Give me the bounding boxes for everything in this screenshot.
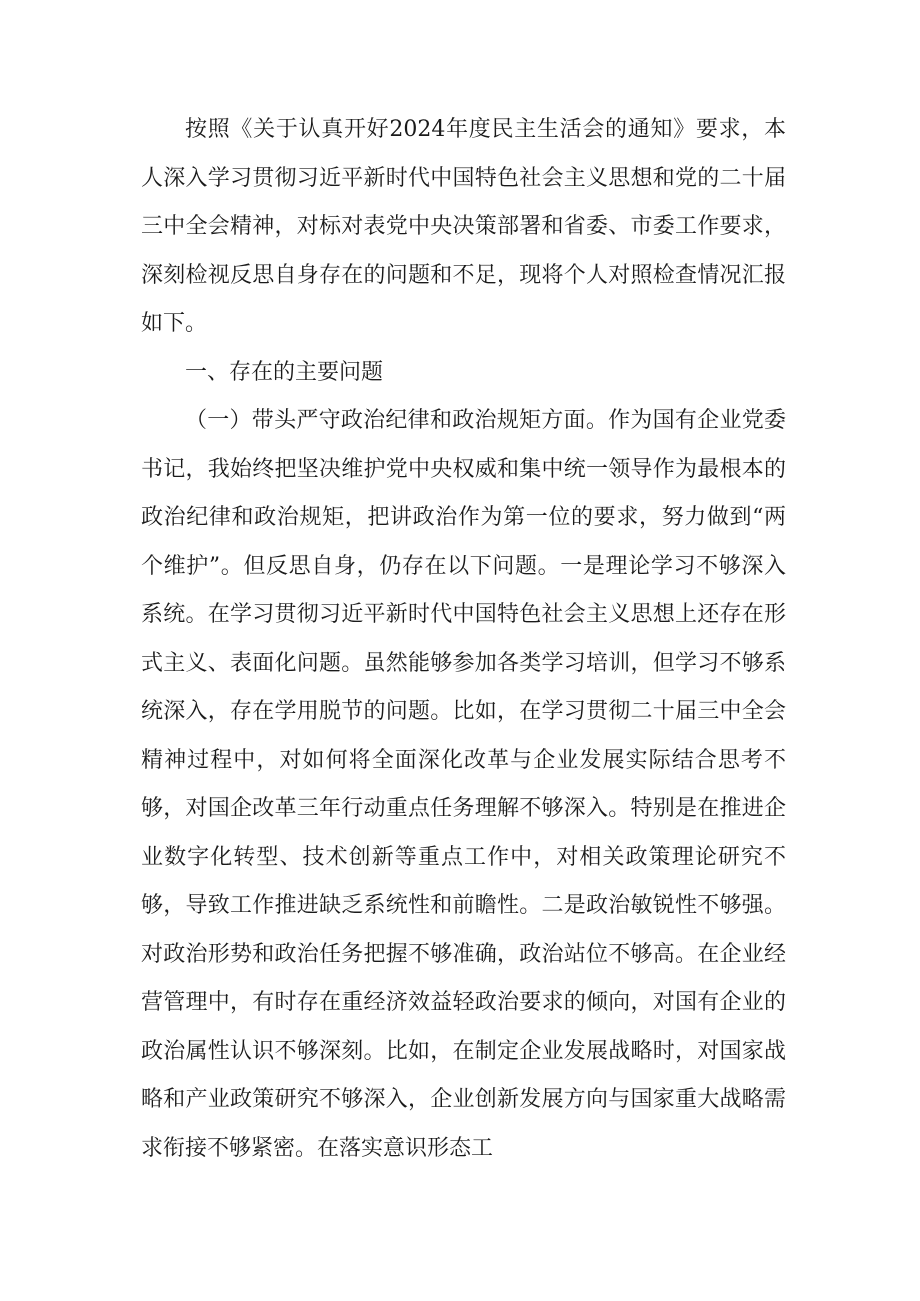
subsection-paragraph: （一）带头严守政治纪律和政治规矩方面。作为国有企业党委书记，我始终把坚决维护党中央权威和集中统一领导作为最根本的政治纪律和政治规矩，把讲政治作为第一位的要求，努力做到“两个维护”。但反思自身，仍存在以下问题。一是理论学习不够深入系统。在学习贯彻习近平新时代中国特色社会主义思想上还存在形式主义、表面化问题。虽然能够参加各类学习培训，但学习不够系统深入，存在学用脱节的问题。比如，在学习贯彻二十届三中全会精神过程中，对如何将全面深化改革与企业发展实际结合思考不够，对国企改革三年行动重点任务理解不够深入。特别是在推进企业数字化转型、技术创新等重点工作中，对相关政策理论研究不够，导致工作推进缺乏系统性和前瞻性。二是政治敏锐性不够强。对政治形势和政治任务把握不够准确，政治站位不够高。在企业经营管理中，有时存在重经济效益轻政治要求的倾向，对国有企业的政治属性认识不够深刻。比如，在制定企业发展战略时，对国家战略和产业政策研究不够深入，企业创新发展方向与国家重大战略需求衔接不够紧密。在落实意识形态工 <box>141 408 786 1161</box>
section-heading: 一、存在的主要问题 <box>185 359 384 385</box>
document-body <box>141 106 786 1173</box>
intro-paragraph: 按照《关于认真开好2024年度民主生活会的通知》要求，本人深入学习贯彻习近平新时代中国特色社会主义思想和党的二十届三中全会精神，对标对表党中央决策部署和省委、市委工作要求，深刻检视反思自身存在的问题和不足，现将个人对照检查情况汇报如下。 <box>141 117 786 336</box>
